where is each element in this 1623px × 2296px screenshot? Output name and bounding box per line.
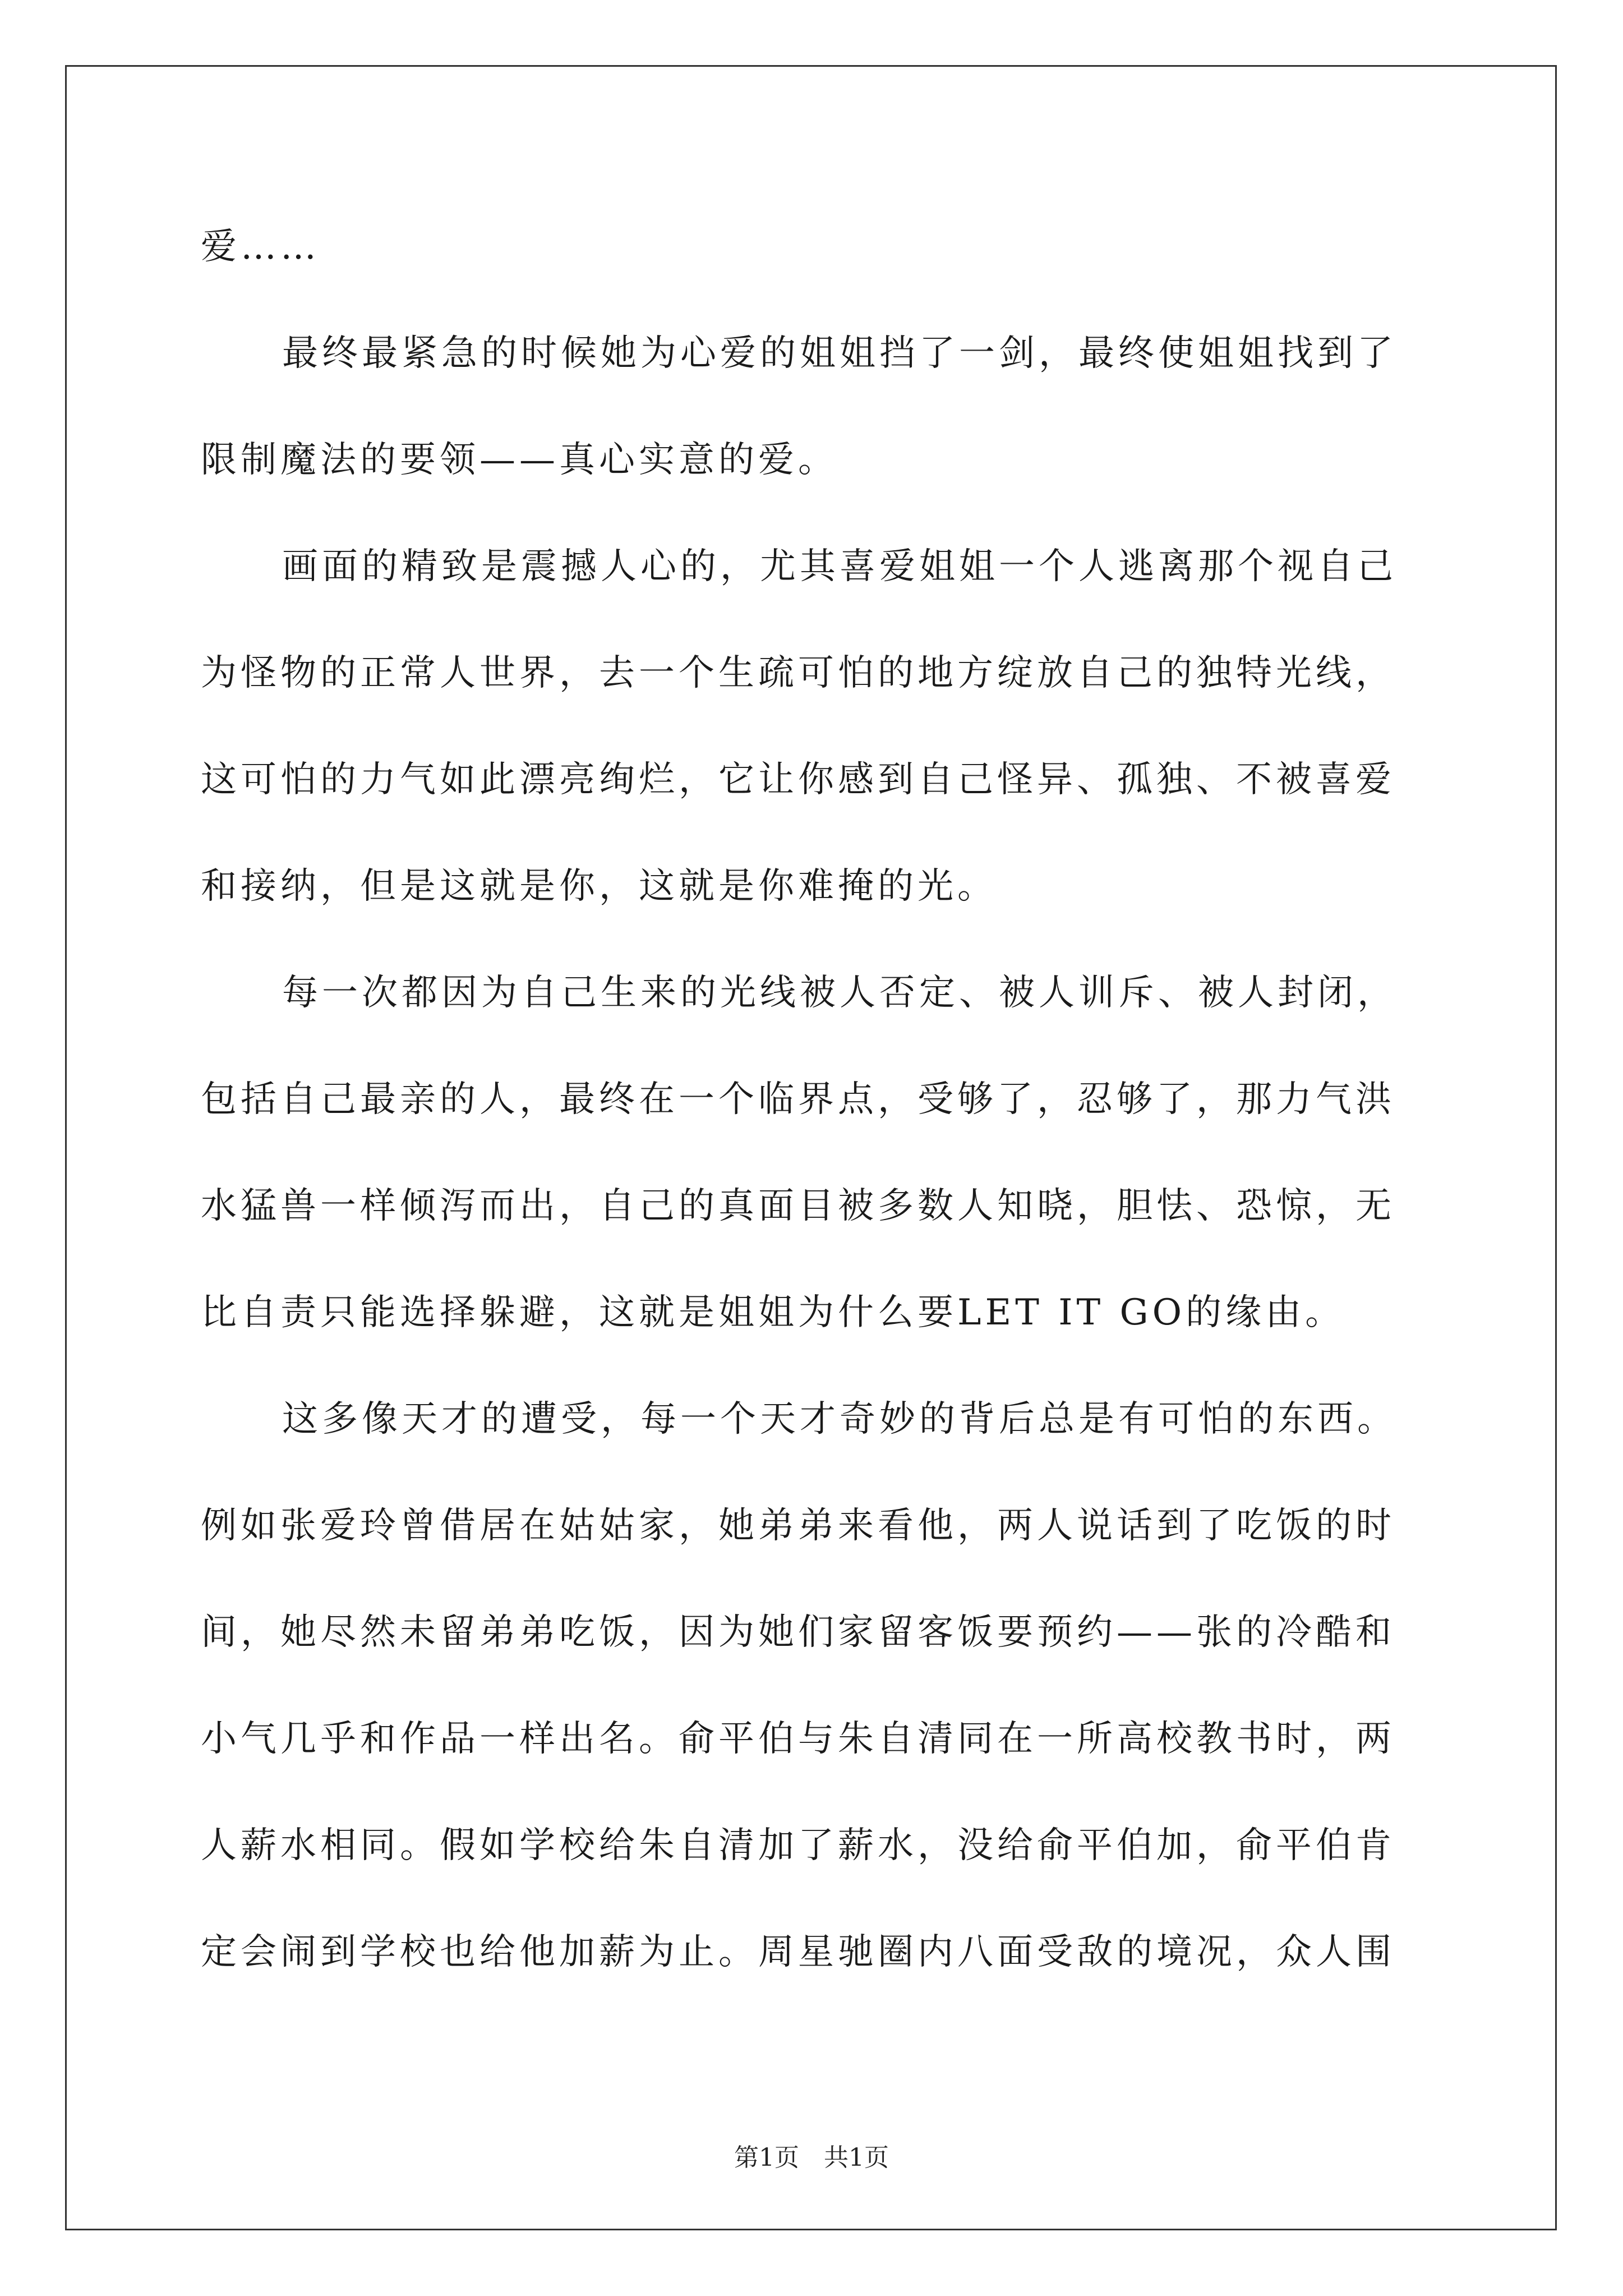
text-line: 和接纳，但是这就是你，这就是你难掩的光。 xyxy=(201,866,997,907)
text-line: 定会闹到学校也给他加薪为止。周星驰圈内八面受敌的境况，众人围 xyxy=(201,1931,1395,1973)
document-body xyxy=(201,216,1423,2028)
text-line: 水猛兽一样倾泻而出，自己的真面目被多数人知晓，胆怯、恐惊，无 xyxy=(201,1185,1395,1227)
text-line: 这可怕的力气如此漂亮绚烂，它让你感到自己怪异、孤独、不被喜爱 xyxy=(201,759,1395,800)
text-line: 限制魔法的要领——真心实意的爱。 xyxy=(201,439,838,481)
text-line: 人薪水相同。假如学校给朱自清加了薪水，没给俞平伯加，俞平伯肯 xyxy=(201,1825,1395,1866)
text-line: 小气几乎和作品一样出名。俞平伯与朱自清同在一所高校教书时，两 xyxy=(201,1718,1395,1760)
text-line: 画面的精致是震撼人心的，尤其喜爱姐姐一个人逃离那个视自己 xyxy=(282,546,1397,587)
text-line: 间，她尽然未留弟弟吃饭，因为她们家留客饭要预约——张的冷酷和 xyxy=(201,1612,1395,1653)
text-line: 最终最紧急的时候她为心爱的姐姐挡了一剑，最终使姐姐找到了 xyxy=(282,333,1397,374)
text-line: 每一次都因为自己生来的光线被人否定、被人训斥、被人封闭， xyxy=(282,972,1397,1014)
text-line: 为怪物的正常人世界，去一个生疏可怕的地方绽放自己的独特光线， xyxy=(201,652,1395,694)
text-line: 这多像天才的遭受，每一个天才奇妙的背后总是有可怕的东西。 xyxy=(282,1398,1397,1440)
text-line: 比自责只能选择躲避，这就是姐姐为什么要LET IT GO的缘由。 xyxy=(201,1292,1345,1333)
text-line: 爱…… xyxy=(201,226,320,268)
page-number-footer: 第1页 共1页 xyxy=(734,2143,889,2172)
text-line: 包括自己最亲的人，最终在一个临界点，受够了，忍够了，那力气洪 xyxy=(201,1079,1395,1120)
text-line: 例如张爱玲曾借居在姑姑家，她弟弟来看他，两人说话到了吃饭的时 xyxy=(201,1505,1395,1547)
